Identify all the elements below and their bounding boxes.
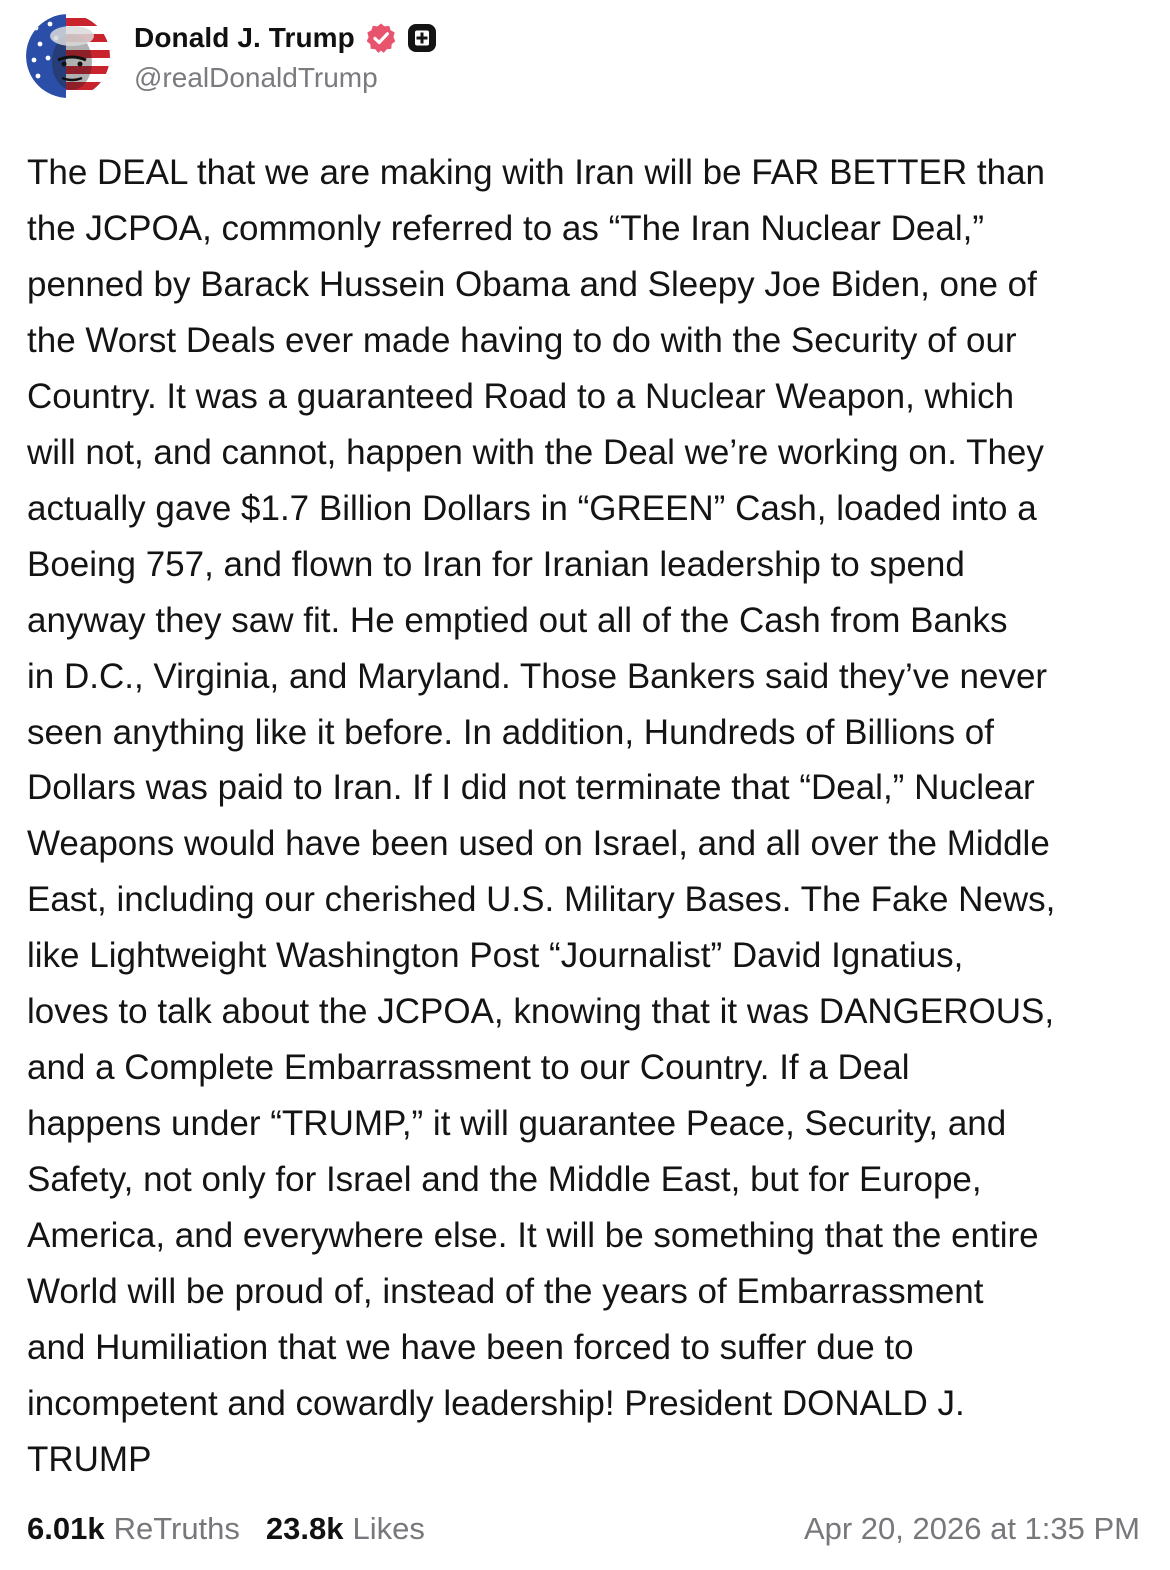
post-body-line: will not, and cannot, happen with the Deal we’re working on. They <box>27 432 1044 472</box>
post-body-line: and Humiliation that we have been forced to suffer due to <box>27 1328 914 1368</box>
plus-badge-icon <box>407 23 437 53</box>
author-display-name[interactable]: Donald J. Trump <box>134 22 355 53</box>
post-body-line: Country. It was a guaranteed Road to a Nuclear Weapon, which <box>27 376 1015 416</box>
post-header <box>26 14 437 98</box>
post-body <box>27 145 1147 1488</box>
post-body-line: seen anything like it before. In addition, Hundreds of Billions of <box>27 712 994 752</box>
post-body-line: East, including our cherished U.S. Military Bases. The Fake News, <box>27 880 1056 920</box>
post-body-line: and a Complete Embarrassment to our Country. If a Deal <box>27 1048 910 1088</box>
post-body-line: loves to talk about the JCPOA, knowing that it was DANGEROUS, <box>27 992 1055 1032</box>
retruths-label: ReTruths <box>113 1511 240 1546</box>
likes-count: 23.8k <box>265 1511 344 1546</box>
post-body-line: Safety, not only for Israel and the Middle East, but for Europe, <box>27 1160 982 1200</box>
post-body-line: happens under “TRUMP,” it will guarantee Peace, Security, and <box>27 1104 1007 1144</box>
post-body-line: like Lightweight Washington Post “Journalist” David Ignatius, <box>27 936 964 976</box>
post-body-line: Boeing 757, and flown to Iran for Iranian leadership to spend <box>27 544 965 584</box>
likes-label: Likes <box>352 1511 425 1546</box>
post-body-line: actually gave $1.7 Billion Dollars in “GREEN” Cash, loaded into a <box>27 488 1037 528</box>
likes-stat[interactable] <box>266 1511 425 1547</box>
post-body-line: in D.C., Virginia, and Maryland. Those Bankers said they’ve never <box>27 656 1048 696</box>
retruths-count: 6.01k <box>27 1511 105 1546</box>
post-body-line: the Worst Deals ever made having to do with the Security of our <box>27 320 1017 360</box>
avatar[interactable] <box>26 14 110 98</box>
author-handle[interactable]: @realDonaldTrump <box>134 62 378 93</box>
name-row <box>134 18 437 58</box>
flag-portrait-avatar-icon <box>26 14 110 98</box>
post-body-line: Dollars was paid to Iran. If I did not terminate that “Deal,” Nuclear <box>27 768 1035 808</box>
post-footer <box>27 1504 1140 1554</box>
post-body-line: anyway they saw fit. He emptied out all of the Cash from Banks <box>27 600 1008 640</box>
post-body-line: incompetent and cowardly leadership! President DONALD J. <box>27 1383 965 1423</box>
post-timestamp[interactable]: Apr 20, 2026 at 1:35 PM <box>803 1511 1140 1546</box>
post-body-line: America, and everywhere else. It will be something that the entire <box>27 1216 1039 1256</box>
post-body-line: The DEAL that we are making with Iran will be FAR BETTER than <box>27 153 1046 192</box>
post-body-line: penned by Barack Hussein Obama and Sleepy Joe Biden, one of <box>27 264 1037 304</box>
post-body-line: World will be proud of, instead of the years of Embarrassment <box>27 1272 984 1312</box>
verified-badge-icon <box>365 22 397 54</box>
post-body-line: Weapons would have been used on Israel, and all over the Middle <box>27 824 1050 864</box>
retruths-stat[interactable] <box>27 1511 240 1547</box>
post-body-line: TRUMP <box>27 1439 152 1479</box>
post-body-line: the JCPOA, commonly referred to as “The Iran Nuclear Deal,” <box>27 208 985 248</box>
author-names <box>134 18 437 94</box>
